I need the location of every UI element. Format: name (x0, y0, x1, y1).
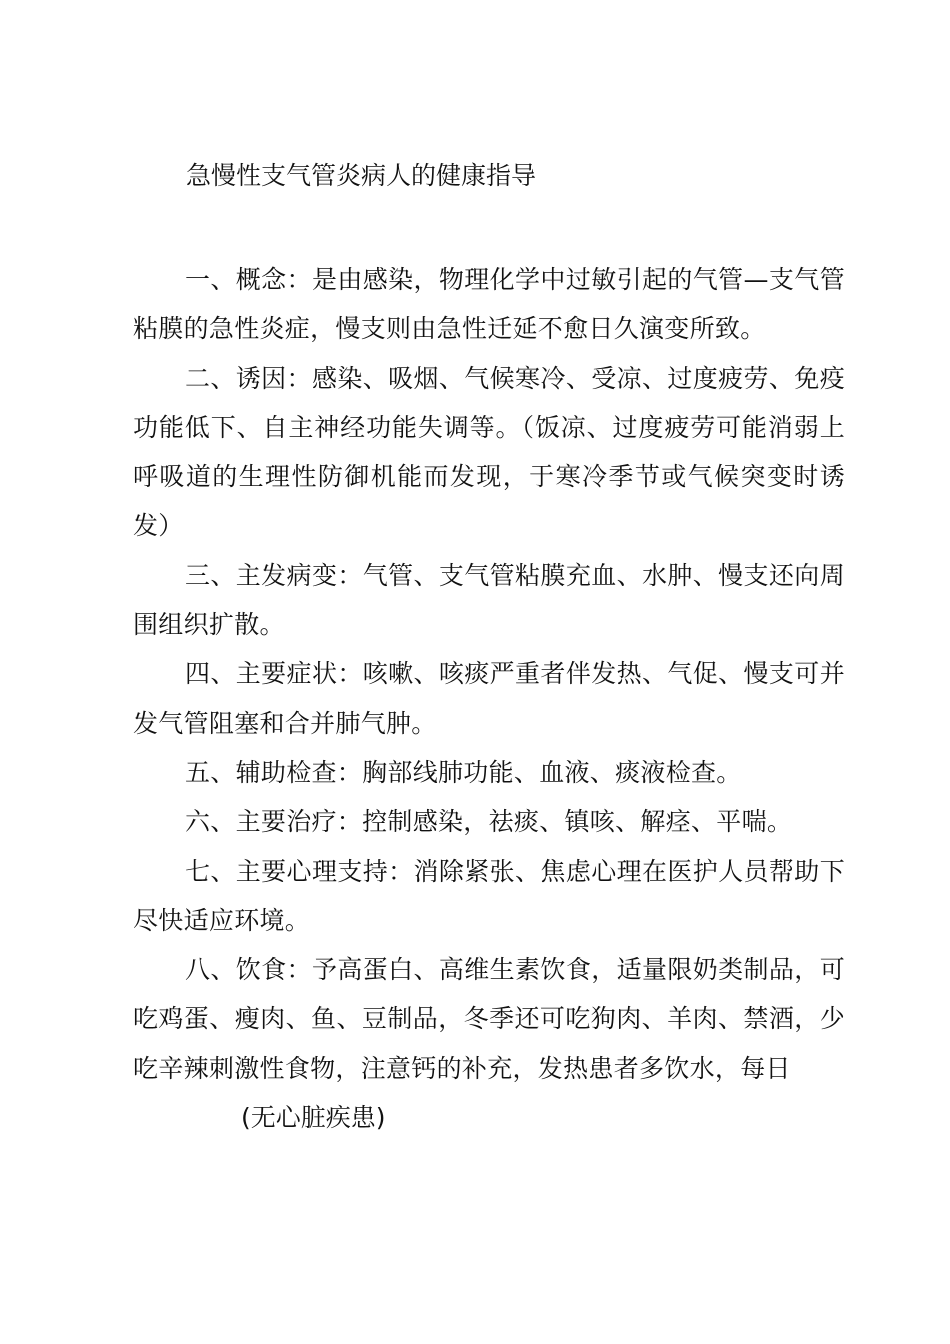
document-body (133, 255, 845, 1142)
document-title: 急慢性支气管炎病人的健康指导 (186, 161, 537, 190)
paragraph-pathology: 三、主发病变：气管、支气管粘膜充血、水肿、慢支还向周围组织扩散。 (133, 560, 845, 640)
paragraph-diet: 八、饮食：予高蛋白、高维生素饮食，适量限奶类制品，可吃鸡蛋、瘦肉、鱼、豆制品，冬季还可吃狗肉、羊肉、禁酒，少吃辛辣刺激性食物，注意钙的补充，发热患者多饮水，每日 (133, 955, 845, 1083)
paragraph-examination: 五、辅助检查：胸部线肺功能、血液、痰液检查。 (185, 757, 742, 787)
paragraph-treatment: 六、主要治疗：控制感染，祛痰、镇咳、解痉、平喘。 (185, 807, 793, 837)
trailing-note: (无心脏疾患) (241, 1103, 386, 1133)
paragraph-causes: 二、诱因：感染、吸烟、气候寒冷、受凉、过度疲劳、免疫功能低下、自主神经功能失调等。（饭凉、过度疲劳可能消弱上呼吸道的生理性防御机能而发现，于寒冷季节或气候突变时诱发） (133, 363, 845, 541)
paragraph-symptoms: 四、主要症状：咳嗽、咳痰严重者伴发热、气促、慢支可并发气管阻塞和合并肺气肿。 (133, 659, 845, 738)
paragraph-concept: 一、概念：是由感染，物理化学中过敏引起的气管—支气管粘膜的急性炎症，慢支则由急性迁延不愈日久演变所致。 (133, 265, 845, 344)
paragraph-psychological-support: 七、主要心理支持：消除紧张、焦虑心理在医护人员帮助下尽快适应环境。 (133, 856, 845, 935)
